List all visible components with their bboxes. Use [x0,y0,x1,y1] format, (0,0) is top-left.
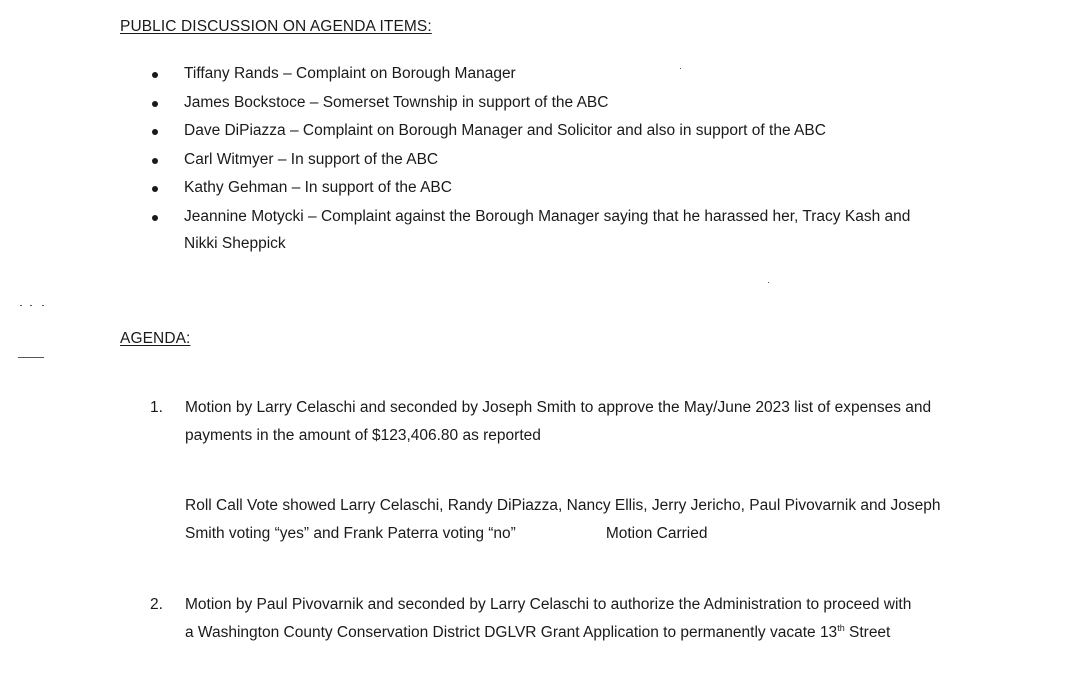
public-discussion-heading: PUBLIC DISCUSSION ON AGENDA ITEMS: [120,18,432,35]
agenda-heading: AGENDA: [120,330,191,347]
motion-text-end: Street [844,623,891,641]
scan-speck [768,282,769,283]
list-item-text: Dave DiPiazza – Complaint on Borough Manager and Solicitor and also in support of the ABC [184,122,826,139]
bullet-icon [152,158,158,164]
bullet-icon [152,186,158,192]
scan-speck [680,68,681,69]
public-discussion-list [150,60,970,259]
agenda-item [150,394,950,449]
list-item [150,89,970,117]
agenda-item-number: 1. [150,399,163,416]
scan-line [18,357,44,358]
list-item [150,117,970,145]
agenda-item-motion: Motion by Larry Celaschi and seconded by Joseph Smith to approve the May/June 2023 list of expenses and payments in the amount of $123,406.80 as reported [185,399,932,444]
scan-speck [42,305,44,306]
list-item [150,174,970,202]
bullet-icon [152,101,158,107]
list-item [150,146,970,174]
list-item-text: Carl Witmyer – In support of the ABC [184,150,439,168]
motion-result: Motion Carried [605,524,708,542]
scan-speck [20,305,22,306]
scan-speck [30,305,32,306]
bullet-icon [152,72,158,78]
list-item-text: Tiffany Rands – Complaint on Borough Manager [184,65,516,82]
agenda-item-number: 2. [150,596,163,613]
ordinal-suffix: th [837,622,845,633]
list-item [150,60,970,88]
vote-text: Roll Call Vote showed Larry Celaschi, Randy DiPiazza, Nancy Ellis, Jerry Jericho, Paul Pivovarnik and Joseph Smith voting “yes” and Frank Paterra voting “no” [185,497,941,542]
list-item-text: Kathy Gehman – In support of the ABC [184,179,452,196]
list-item [150,203,970,258]
list-item-text: James Bockstoce – Somerset Township in support of the ABC [184,93,609,111]
agenda-item [150,591,920,646]
list-item-text: Jeannine Motycki – Complaint against the Borough Manager saying that he harassed her, Tracy Kash and Nikki Sheppick [184,207,911,252]
agenda-item-motion [185,591,920,646]
bullet-icon [152,215,158,221]
motion-text: Motion by Paul Pivovarnik and seconded by Larry Celaschi to authorize the Administration to proceed with a Washington County Conservation District DGLVR Grant Application to permanently vacate 13 [185,596,912,641]
roll-call-vote [185,492,965,547]
bullet-icon [152,129,158,135]
